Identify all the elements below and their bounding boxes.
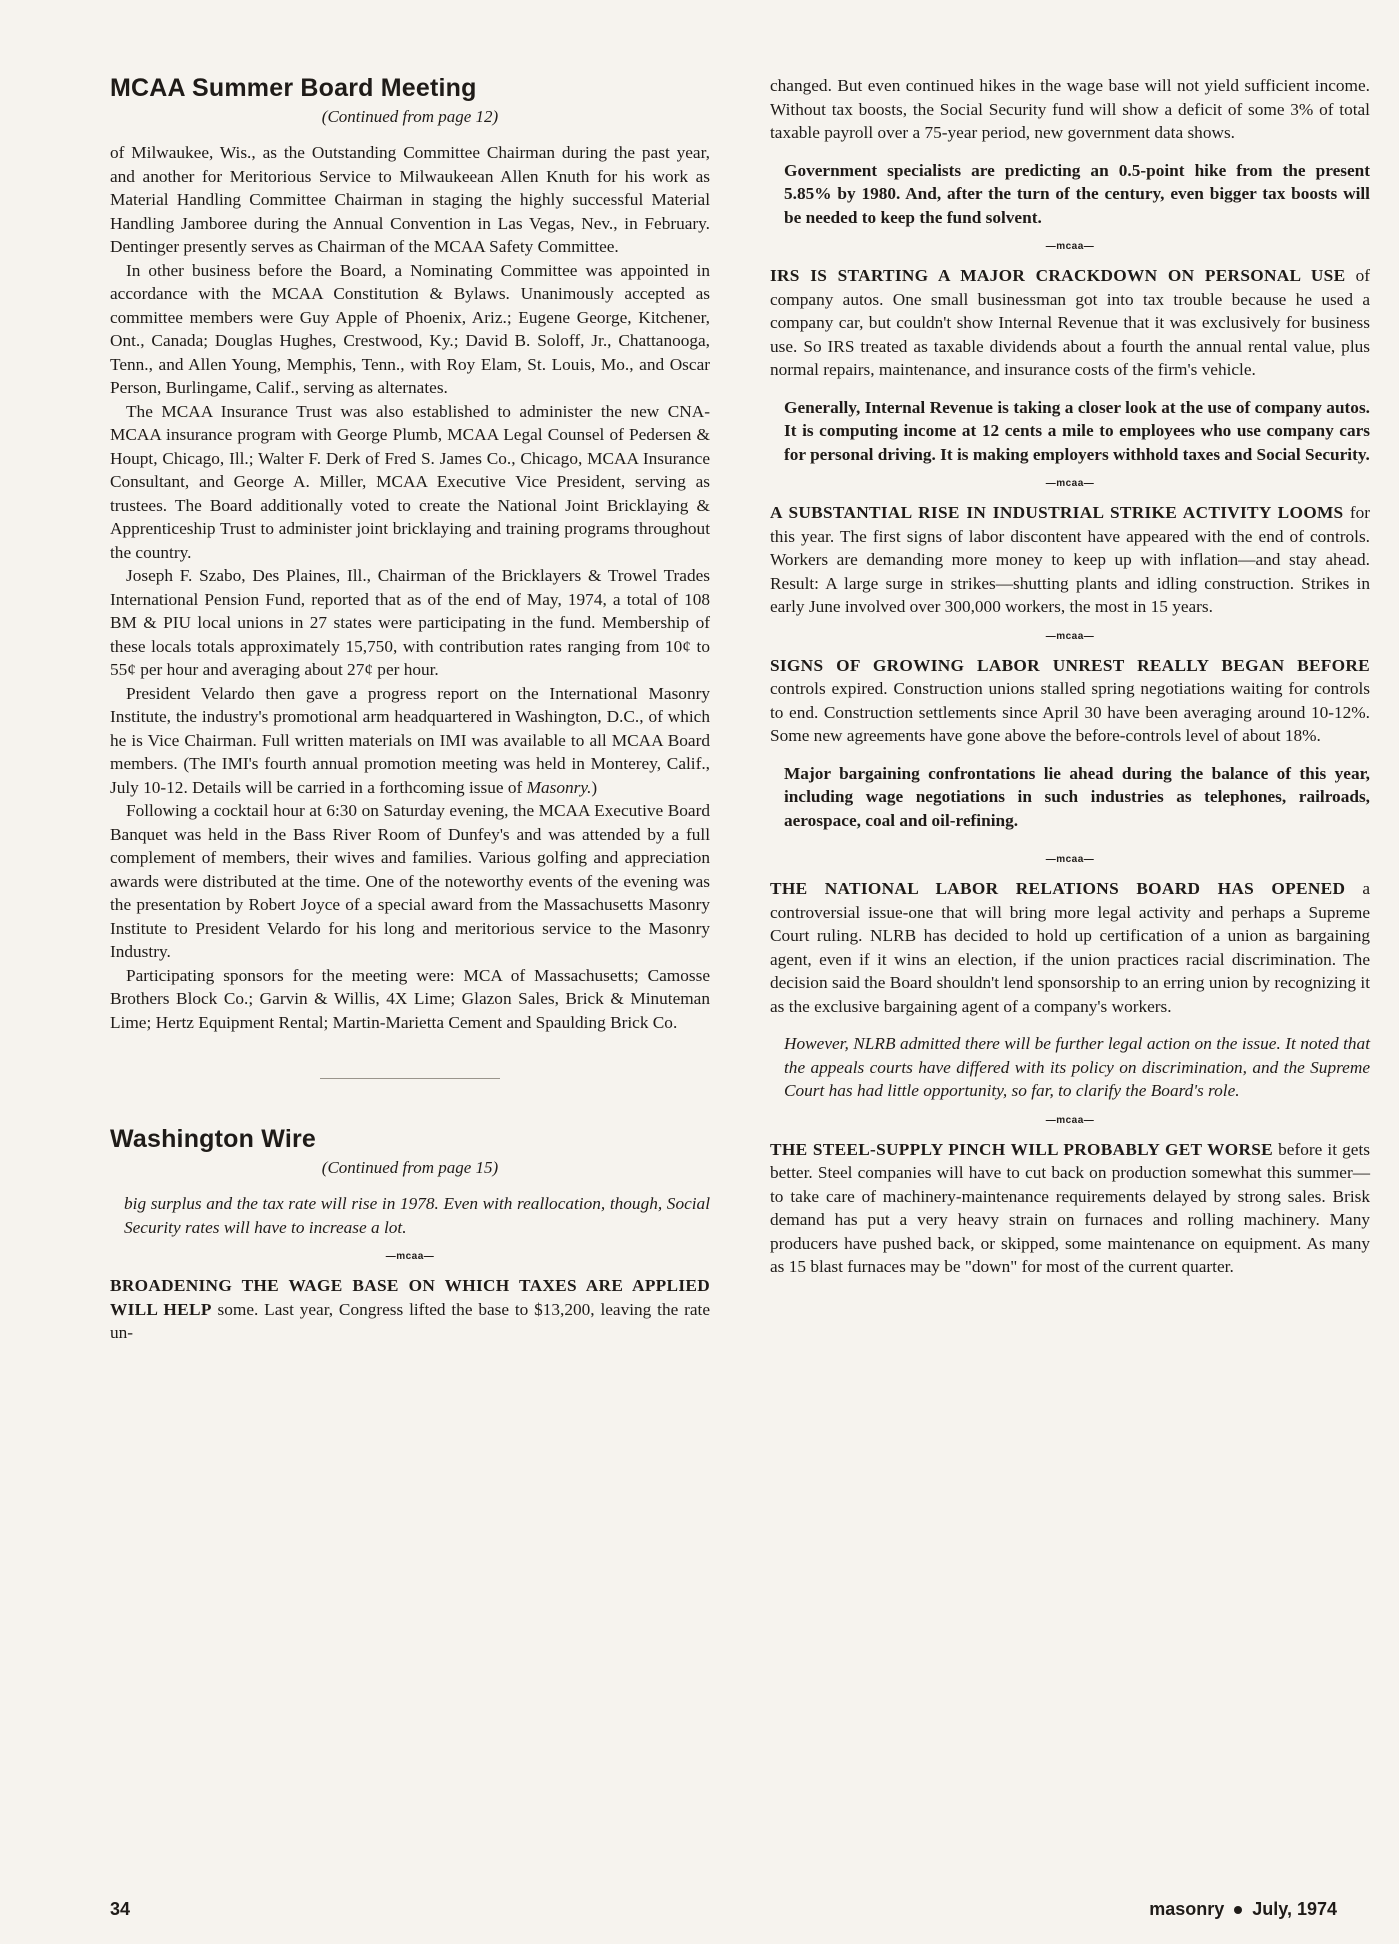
wage-base-lead: BROADENING THE WAGE BASE ON WHICH TAXES ARE APPLIED WILL HELP [110, 1276, 710, 1319]
paragraph-imi-report [110, 682, 710, 800]
mcaa-separator: —mcaa— [1045, 854, 1095, 865]
paragraph-pension-fund: Joseph F. Szabo, Des Plaines, Ill., Chairman of the Bricklayers & Trowel Trades International Pension Fund, reported that as of the end of May, 1974, a total of 108 BM & PIU local unions in 27 states were participating in the fund. Membership of these locals totals approximately 15,750, with contribution rates ranging from 10¢ to 55¢ per hour and averaging about 27¢ per hour. [110, 566, 710, 679]
continued-from-page-12: (Continued from page 12) [321, 107, 499, 126]
paragraph-nominating-committee: In other business before the Board, a Nominating Committee was appointed in accordance with the MCAA Constitution & Bylaws. Unanimously accepted as committee members were Guy Apple of Phoenix, Ariz.; Eugene George, Kitchener, Ont., Canada; Douglas Hughes, Crestwood, Ky.; David B. Soloff, Jr., Chattanooga, Tenn., and Allen Young, Memphis, Tenn., with Roy Elam, St. Louis, Mo., and Oscar Person, Burlingame, Calif., serving as alternates. [110, 260, 710, 397]
paragraph-sponsors: Participating sponsors for the meeting were: MCA of Massachusetts; Camosse Brothers Block Co.; Garvin & Willis, 4X Lime; Glazon Sales, Brick & Minuteman Lime; Hertz Equipment Rental; Martin-Marietta Cement and Spaulding Brick Co. [110, 965, 710, 1032]
paragraph-strike-activity [770, 501, 1370, 619]
irs-text: of company autos. One small businessman got into tax trouble because he used a company car, but couldn't show Internal Revenue that it was exclusively for business use. So IRS treated as taxable dividends about a fourth the annual rental value, plus normal repairs, maintenance, and insurance costs of the firm's vehicle. [770, 266, 1371, 379]
paragraph-nlrb [770, 877, 1370, 1018]
bold-bargaining-confrontations: Major bargaining confrontations lie ahead during the balance of this year, including wage negotiations in such industries as telephones, railroads, aerospace, coal and oil-refining. [784, 763, 1370, 830]
strike-text: for this year. The first signs of labor discontent have appeared with the end of controls. Workers are demanding more money to keep up with inflation—and stay ahead. Result: A large surge in strikes—shutting plants and idling construction. Strikes in early June involved over 300,000 workers, the most in 15 years. [770, 503, 1370, 616]
steel-text: before it gets better. Steel companies will have to cut back on production somewhat this summer—to take care of machinery-maintenance requirements delayed by strong sales. Brisk demand has put a very heavy strain on furnaces and rolling machinery. Many producers have pushed back, or skipped, some maintenance on equipment. As many as 15 blast furnaces may be "down" for most of the current quarter. [770, 1139, 1370, 1276]
continued-from-page-15: (Continued from page 15) [321, 1158, 499, 1177]
heading-mcaa-summer-board-meeting: MCAA Summer Board Meeting [110, 74, 477, 102]
paragraph-wage-base [110, 1274, 710, 1345]
nlrb-text: a controversial issue-one that will bring more legal activity and perhaps a Supreme Court ruling. NLRB has decided to hold up certification of a union as bargaining agent, even if it wins an election, if the union practices racial discrimination. The decision said the Board shouldn't lend sponsorship to an erring union by recognizing it as the exclusive bargaining agent of a company's workers. [770, 879, 1370, 1016]
paragraph-wage-continued: changed. But even continued hikes in the wage base will not yield sufficient income. Without tax boosts, the Social Security fund will show a deficit of some 3% of total taxable payroll over a 75-year period, new government data shows. [770, 76, 1370, 142]
mcaa-separator: —mcaa— [1045, 1114, 1095, 1126]
left-column [110, 74, 710, 1345]
page-number: 34 [110, 1899, 131, 1919]
paragraph-banquet: Following a cocktail hour at 6:30 on Saturday evening, the MCAA Executive Board Banquet was held in the Bass River Room of Dunfey's and was attended by a full complement of members, their wives and families. Various golfing and appreciation awards were distributed at the time. One of the noteworthy events of the evening was the presentation by Robert Joyce of a special award from the Massachusetts Masonry Institute to President Velardo for his long and meritorious service to the Masonry Industry. [110, 801, 710, 961]
paragraph-irs-crackdown [770, 264, 1370, 382]
mcaa-separator: —mcaa— [1045, 478, 1095, 489]
imi-text: President Velardo then gave a progress report on the International Masonry Institute, the industry's promotional arm headquartered in Washington, D.C., of which he is Vice Chairman. Full written materials on IMI was available to all MCAA Board members. (The IMI's fourth annual promotion meeting was held in Monterey, Calif., July 10-12. Details will be carried in a forthcoming issue of [110, 683, 710, 797]
steel-lead: THE STEEL-SUPPLY PINCH WILL PROBABLY GET WORSE [770, 1139, 1274, 1159]
mcaa-separator: —mcaa— [1045, 630, 1095, 642]
masonry-italic: Masonry. [526, 777, 592, 797]
mcaa-separator: —mcaa— [1045, 241, 1095, 252]
mcaa-separator: —mcaa— [385, 1251, 435, 1262]
heading-washington-wire: Washington Wire [110, 1125, 317, 1153]
paragraph-insurance-trust: The MCAA Insurance Trust was also established to administer the new CNA-MCAA insurance program with George Plumb, MCAA Legal Counsel of Pedersen & Houpt, Chicago, Ill.; Walter F. Derk of Fred S. James Co., Chicago, MCAA Insurance Consultant, and George A. Miller, MCAA Executive Vice President, serving as trustees. The Board additionally voted to create the National Joint Bricklaying & Apprenticeship Trust to administer joint bricklaying and training programs throughout the country. [110, 401, 710, 562]
italic-social-security: big surplus and the tax rate will rise in 1978. Even with reallocation, though, Social Security rates will have to increase a lot. [124, 1194, 710, 1237]
right-column [770, 74, 1370, 1279]
paragraph-labor-unrest [770, 654, 1370, 748]
bold-internal-revenue: Generally, Internal Revenue is taking a closer look at the use of company autos. It is computing income at 12 cents a mile to employees who use company cars for personal driving. It is making employers withhold taxes and Social Security. [784, 397, 1370, 464]
nlrb-lead: THE NATIONAL LABOR RELATIONS BOARD HAS OPENED [770, 879, 1346, 898]
bold-government-specialists: Government specialists are predicting an 0.5-point hike from the present 5.85% by 1980. And, after the turn of the century, even bigger tax boosts will be needed to keep the fund solvent. [784, 160, 1370, 227]
irs-lead: IRS IS STARTING A MAJOR CRACKDOWN ON PERSONAL USE [770, 266, 1346, 285]
unrest-text: controls expired. Construction unions stalled spring negotiations waiting for controls to end. Construction settlements since April 30 have been averaging around 10-12%. Some new agreements have gone above the before-controls level of about 18%. [770, 679, 1370, 745]
unrest-lead: SIGNS OF GROWING LABOR UNREST REALLY BEGAN BEFORE [770, 655, 1370, 675]
section-divider-rule [320, 1078, 500, 1079]
wage-base-text: some. Last year, Congress lifted the base to $13,200, leaving the rate un- [110, 1299, 710, 1342]
imi-close-paren: ) [591, 777, 598, 797]
issue-date: July, 1974 [1252, 1899, 1337, 1919]
strike-lead: A SUBSTANTIAL RISE IN INDUSTRIAL STRIKE ACTIVITY LOOMS [770, 503, 1344, 522]
magazine-name: masonry [1149, 1899, 1225, 1919]
footer-magazine-issue [1149, 1899, 1337, 1920]
italic-nlrb-legal-action: However, NLRB admitted there will be further legal action on the issue. It noted that the appeals courts have differed with its policy on discrimination, and the Supreme Court has had little opportunity, so far, to clarify the Board's role. [784, 1034, 1370, 1100]
paragraph-steel-supply [770, 1138, 1370, 1279]
bullet-dot-icon [1234, 1906, 1242, 1914]
paragraph-awards: of Milwaukee, Wis., as the Outstanding Committee Chairman during the past year, and another for Meritorious Service to Milwaukeean Allen Knuth for his work as Material Handling Committee Chairman in staging the highly successful Material Handling Jamboree during the Annual Convention in Las Vegas, Nev., in February. Dentinger presently serves as Chairman of the MCAA Safety Committee. [110, 143, 710, 256]
